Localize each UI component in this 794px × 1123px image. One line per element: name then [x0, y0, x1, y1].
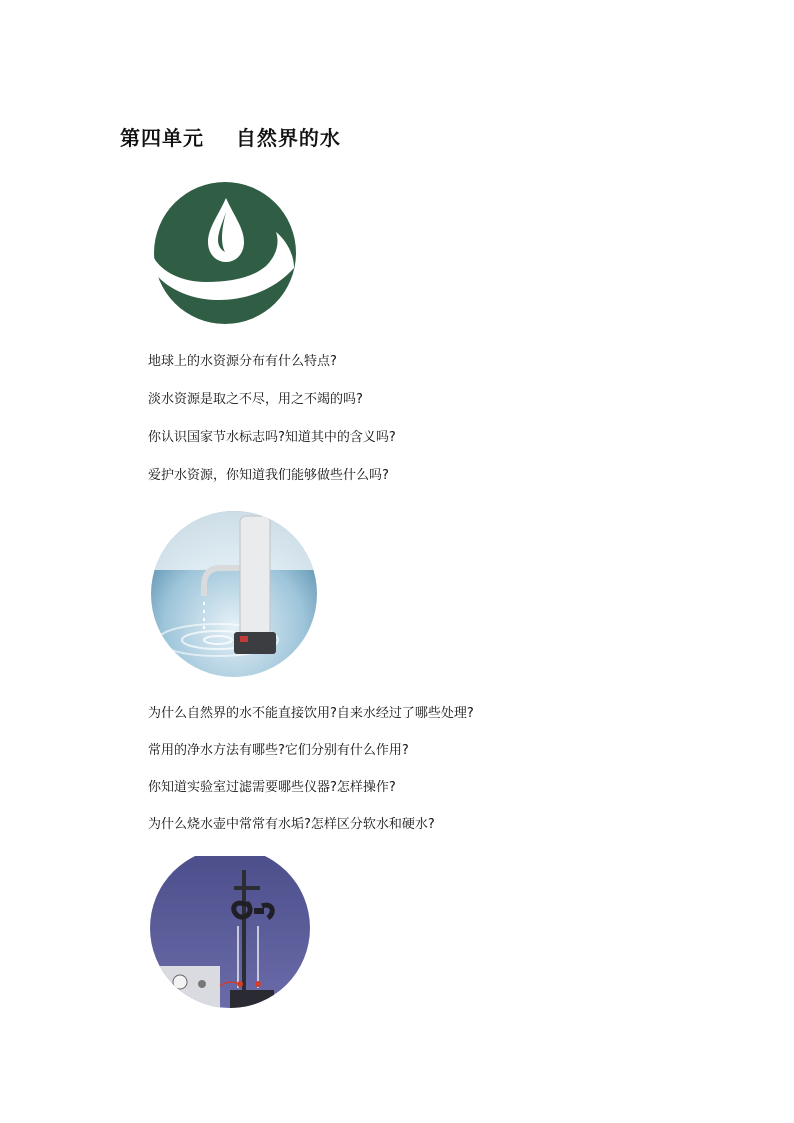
- question-text: 地球上的水资源分布有什么特点?: [148, 354, 337, 369]
- water-saving-logo: [148, 182, 302, 324]
- unit-title: 第四单元 自然界的水: [120, 126, 341, 150]
- question-text: 常用的净水方法有哪些?它们分别有什么作用?: [148, 743, 409, 758]
- water-filter-photo: [148, 510, 320, 678]
- question-text: 你认识国家节水标志吗?知道其中的含义吗?: [148, 430, 396, 445]
- electrolysis-apparatus-photo: [150, 856, 310, 1008]
- question-text: 为什么自然界的水不能直接饮用?自来水经过了哪些处理?: [148, 706, 474, 721]
- question-text: 你知道实验室过滤需要哪些仪器?怎样操作?: [148, 780, 396, 795]
- question-text: 为什么烧水壶中常常有水垢?怎样区分软水和硬水?: [148, 817, 435, 832]
- question-text: 淡水资源是取之不尽，用之不竭的吗?: [148, 392, 363, 407]
- question-text: 爱护水资源，你知道我们能够做些什么吗?: [148, 468, 389, 483]
